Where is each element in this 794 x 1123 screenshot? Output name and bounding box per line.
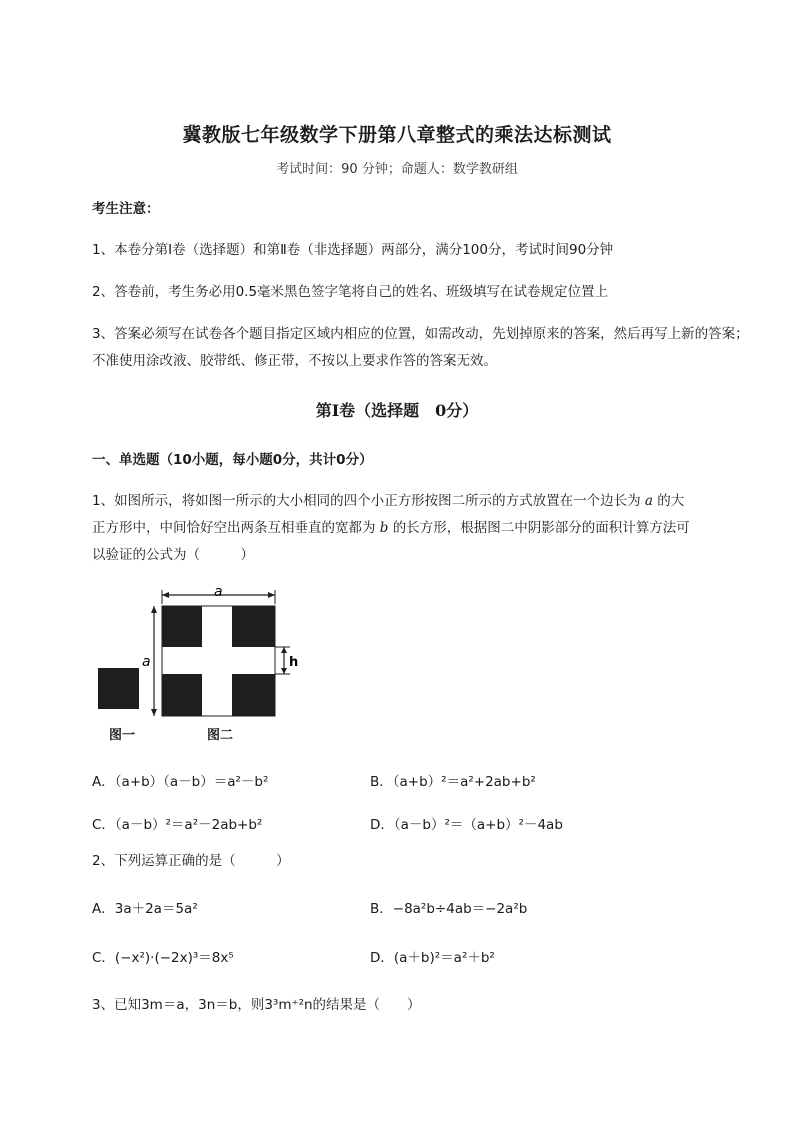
q1-line3: 以验证的公式为（ ）: [92, 547, 254, 563]
q1-line2b: 的长方形，根据图二中阴影部分的面积计算方法可: [392, 520, 690, 536]
q2-option-c: C．(−x²)·(−2x)³＝8x⁵: [92, 950, 234, 966]
figure2-horizontal-strip: [162, 647, 275, 674]
section-title: 第Ⅰ卷（选择题 0分）: [315, 401, 479, 420]
q1-line1b: 的大: [657, 493, 685, 509]
q1-option-b: B．（a+b）²＝a²+2ab+b²: [370, 774, 536, 790]
q1-line2a: 正方形中，中间恰好空出两条互相垂直的宽都为: [92, 520, 376, 536]
notice-heading: 考生注意：: [92, 201, 160, 217]
notice-item-2: 2、答卷前，考生务必用0.5毫米黑色签字笔将自己的姓名、班级填写在试卷规定位置上: [92, 284, 609, 300]
question-1-figure: [92, 582, 312, 746]
question-3-stem: 3、已知3m＝a，3n＝b，则3³m⁺²n的结果是（ ）: [92, 997, 421, 1013]
q1-var-a: a: [644, 493, 653, 509]
part-heading: 一、单选题（10小题，每小题0分，共计0分）: [92, 452, 373, 468]
q1-line1: 1、如图所示，将如图一所示的大小相同的四个小正方形按图二所示的方式放置在一个边长为: [92, 493, 641, 509]
q2-option-a: A．3a＋2a＝5a²: [92, 901, 198, 917]
label-a-top: a: [214, 584, 223, 600]
q2-option-b: B．−8a²b÷4ab＝−2a²b: [370, 901, 528, 917]
square-diagram: [92, 582, 312, 742]
q1-var-b: b: [379, 520, 389, 536]
q1-option-d: D．（a－b）²＝（a+b）²－4ab: [370, 817, 563, 833]
label-a-side: a: [142, 654, 151, 670]
label-figure-1: 图一: [109, 728, 136, 743]
q1-option-a: A．（a+b）（a－b）＝a²－b²: [92, 774, 269, 790]
notice-item-3: 3、答案必须写在试卷各个题目指定区域内相应的位置，如需改动，先划掉原来的答案，然后再写上新的答案；不准使用涂改液、胶带纸、修正带，不按以上要求作答的答案无效。: [92, 326, 749, 369]
notice-item-1: 1、本卷分第Ⅰ卷（选择题）和第Ⅱ卷（非选择题）两部分，满分100分，考试时间90分钟: [92, 242, 614, 258]
question-1-stem: [92, 488, 752, 569]
q2-option-d: D．(a＋b)²＝a²＋b²: [370, 950, 495, 966]
q1-option-c: C．（a－b）²＝a²－2ab+b²: [92, 817, 263, 833]
exam-subtitle: 考试时间：90 分钟；命题人：数学教研组: [276, 162, 518, 177]
exam-title: 冀教版七年级数学下册第八章整式的乘法达标测试: [182, 124, 612, 146]
figure1-small-square: [98, 668, 139, 709]
question-2-stem: 2、下列运算正确的是（ ）: [92, 853, 290, 869]
label-figure-2: 图二: [207, 728, 234, 743]
label-h: h: [289, 655, 299, 670]
